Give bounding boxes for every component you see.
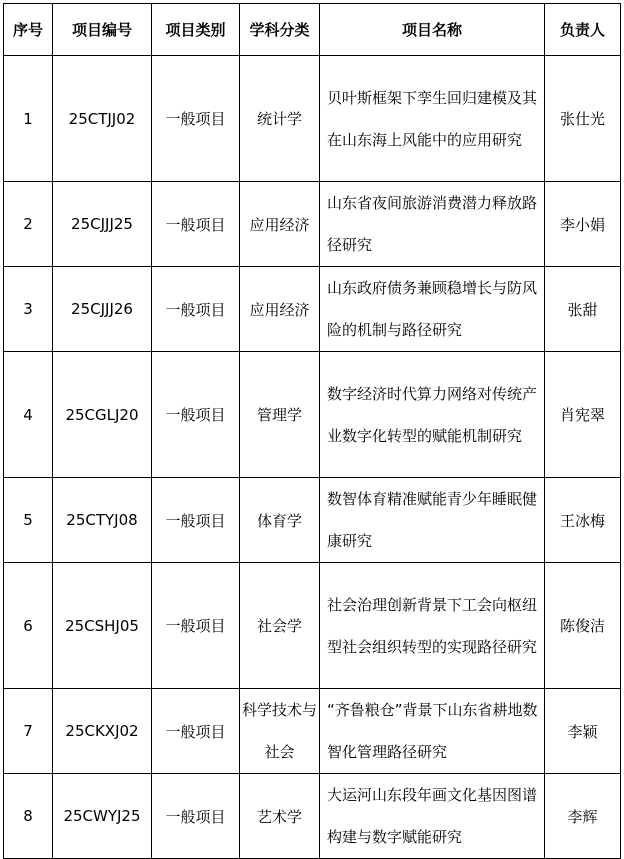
header-category: 项目类别	[152, 4, 240, 56]
cell-discipline: 应用经济	[240, 182, 320, 267]
cell-leader: 张甜	[545, 267, 621, 352]
cell-category: 一般项目	[152, 267, 240, 352]
table-row	[4, 56, 621, 182]
cell-leader: 肖宪翠	[545, 352, 621, 478]
cell-no: 5	[4, 478, 53, 563]
table-row	[4, 478, 621, 563]
cell-name: “齐鲁粮仓”背景下山东省耕地数智化管理路径研究	[320, 689, 545, 774]
cell-no: 4	[4, 352, 53, 478]
cell-category: 一般项目	[152, 774, 240, 859]
cell-category: 一般项目	[152, 689, 240, 774]
cell-no: 6	[4, 563, 53, 689]
cell-category: 一般项目	[152, 563, 240, 689]
header-discipline: 学科分类	[240, 4, 320, 56]
cell-no: 3	[4, 267, 53, 352]
cell-code: 25CTYJ08	[53, 478, 152, 563]
cell-leader: 李辉	[545, 774, 621, 859]
cell-no: 7	[4, 689, 53, 774]
cell-leader: 陈俊洁	[545, 563, 621, 689]
cell-discipline: 统计学	[240, 56, 320, 182]
header-leader: 负责人	[545, 4, 621, 56]
header-no: 序号	[4, 4, 53, 56]
cell-leader: 李颖	[545, 689, 621, 774]
table-row	[4, 689, 621, 774]
cell-discipline: 艺术学	[240, 774, 320, 859]
cell-leader: 张仕光	[545, 56, 621, 182]
cell-category: 一般项目	[152, 352, 240, 478]
cell-category: 一般项目	[152, 478, 240, 563]
cell-name: 社会治理创新背景下工会向枢纽型社会组织转型的实现路径研究	[320, 563, 545, 689]
cell-code: 25CSHJ05	[53, 563, 152, 689]
cell-code: 25CKXJ02	[53, 689, 152, 774]
cell-code: 25CGLJ20	[53, 352, 152, 478]
cell-name: 山东政府债务兼顾稳增长与防风险的机制与路径研究	[320, 267, 545, 352]
cell-name: 贝叶斯框架下孪生回归建模及其在山东海上风能中的应用研究	[320, 56, 545, 182]
cell-no: 1	[4, 56, 53, 182]
cell-code: 25CJJJ26	[53, 267, 152, 352]
table-row	[4, 267, 621, 352]
header-row	[4, 4, 621, 56]
cell-code: 25CJJJ25	[53, 182, 152, 267]
table-row	[4, 774, 621, 859]
cell-category: 一般项目	[152, 182, 240, 267]
cell-name: 数字经济时代算力网络对传统产业数字化转型的赋能机制研究	[320, 352, 545, 478]
projects-table	[3, 3, 621, 859]
header-name: 项目名称	[320, 4, 545, 56]
table-row	[4, 182, 621, 267]
cell-discipline: 管理学	[240, 352, 320, 478]
cell-leader: 王冰梅	[545, 478, 621, 563]
cell-discipline: 社会学	[240, 563, 320, 689]
cell-name: 数智体育精准赋能青少年睡眠健康研究	[320, 478, 545, 563]
table-row	[4, 563, 621, 689]
cell-discipline: 体育学	[240, 478, 320, 563]
table-row	[4, 352, 621, 478]
cell-code: 25CWYJ25	[53, 774, 152, 859]
cell-leader: 李小娟	[545, 182, 621, 267]
cell-code: 25CTJJ02	[53, 56, 152, 182]
cell-name: 山东省夜间旅游消费潜力释放路径研究	[320, 182, 545, 267]
cell-discipline: 科学技术与社会	[240, 689, 320, 774]
cell-discipline: 应用经济	[240, 267, 320, 352]
cell-no: 8	[4, 774, 53, 859]
cell-name: 大运河山东段年画文化基因图谱构建与数字赋能研究	[320, 774, 545, 859]
header-code: 项目编号	[53, 4, 152, 56]
cell-category: 一般项目	[152, 56, 240, 182]
cell-no: 2	[4, 182, 53, 267]
